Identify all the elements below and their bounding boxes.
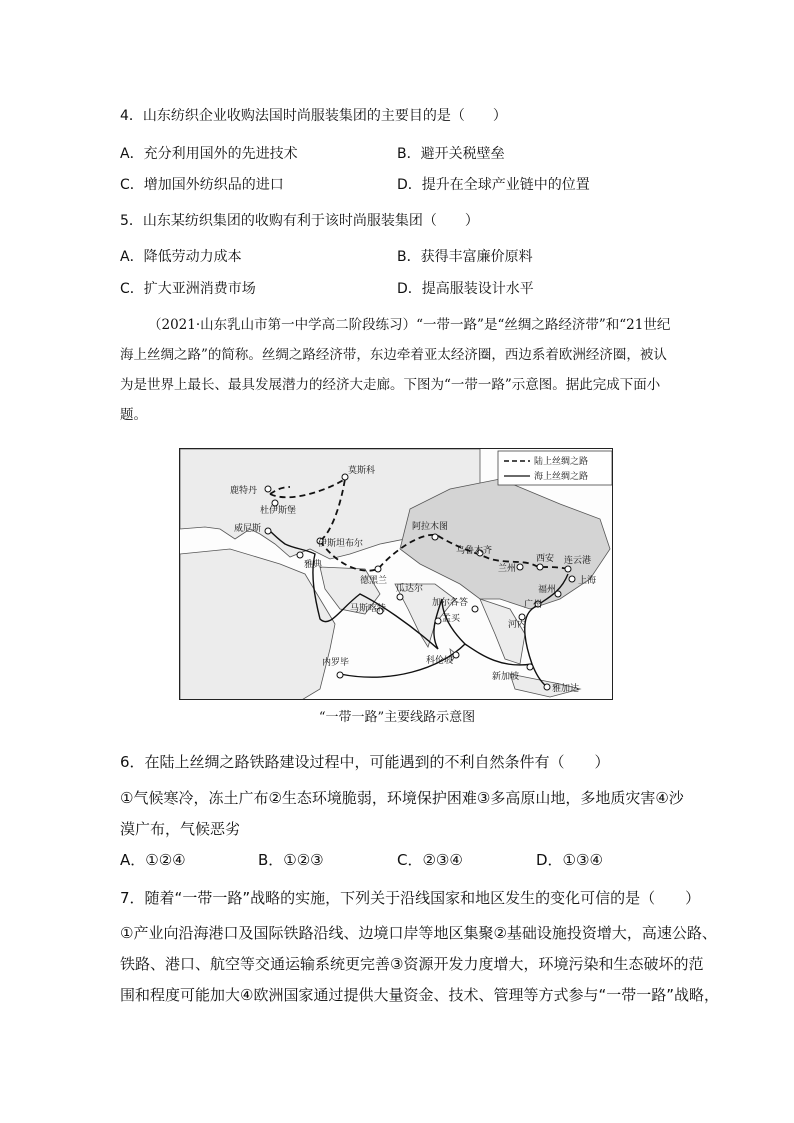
dot-shanghai: [569, 576, 575, 582]
label-muscat: 马斯喀特: [350, 604, 387, 614]
se-asia-land: [480, 599, 525, 664]
q7-body-line2: 铁路、港口、航空等交通运输系统更完善③资源开发力度增大，环境污染和生态破坏的范: [120, 955, 704, 973]
dot-singapore: [527, 664, 533, 670]
label-xian: 西安: [536, 554, 555, 564]
map-svg: [180, 449, 613, 700]
label-gwadar: 瓜达尔: [396, 584, 424, 594]
dot-xian: [537, 564, 543, 570]
dot-gwadar: [397, 594, 403, 600]
legend-land-text: 陆上丝绸之路: [534, 457, 589, 467]
label-jakarta: 雅加达: [552, 684, 580, 694]
dot-almaty: [432, 534, 438, 540]
label-mumbai: 孟买: [442, 614, 461, 624]
label-guangzhou: 广州: [524, 600, 543, 610]
dot-colombo: [453, 652, 459, 658]
q7-stem: 7．随着“一带一路”战略的实施，下列关于沿线国家和地区发生的变化可信的是（ ）: [120, 889, 701, 907]
q6-option-d: D．①③④: [536, 851, 603, 869]
label-lanzhou: 兰州: [498, 564, 517, 574]
dot-mumbai: [435, 618, 441, 624]
dot-lianyungang: [565, 566, 571, 572]
dot-lanzhou: [517, 564, 523, 570]
label-duisburg: 杜伊斯堡: [260, 506, 297, 516]
q4-option-c: C．增加国外纺织品的进口: [120, 177, 284, 193]
q5-option-a: A．降低劳动力成本: [120, 249, 242, 265]
q5-stem: 5．山东某纺织集团的收购有利于该时尚服装集团（ ）: [120, 213, 479, 229]
q5-option-d: D．提高服装设计水平: [397, 281, 534, 297]
label-venice: 威尼斯: [234, 524, 262, 534]
q5-option-b: B．获得丰富廉价原料: [397, 249, 533, 265]
label-nairobi: 内罗毕: [322, 658, 350, 668]
label-athens: 雅典: [304, 560, 323, 570]
q6-option-a: A．①②④: [120, 851, 186, 869]
legend-sea-text: 海上丝绸之路: [534, 472, 589, 482]
label-shanghai: 上海: [578, 576, 597, 586]
dot-nairobi: [337, 672, 343, 678]
label-singapore: 新加坡: [492, 672, 520, 682]
dot-jakarta: [544, 684, 550, 690]
dot-rotterdam: [265, 486, 271, 492]
africa-land: [180, 549, 335, 700]
dot-tehran: [375, 566, 381, 572]
q4-option-d: D．提升在全球产业链中的位置: [397, 177, 590, 193]
q4-option-a: A．充分利用国外的先进技术: [120, 146, 298, 162]
q7-body-line3: 围和程度可能加大④欧洲国家通过提供大量资金、技术、管理等方式参与“一带一路”战略，: [120, 986, 719, 1004]
map-caption: “一带一路”主要线路示意图: [318, 710, 476, 725]
q4-stem: 4．山东纺织企业收购法国时尚服装集团的主要目的是（ ）: [120, 108, 507, 124]
belt-road-map: [179, 448, 613, 700]
map-legend: [498, 451, 612, 485]
label-hanoi: 河内: [508, 620, 527, 630]
q4-option-b: B．避开关税壁垒: [397, 146, 505, 162]
label-almaty: 阿拉木图: [412, 522, 449, 532]
q7-body-line1: ①产业向沿海港口及国际铁路沿线、边境口岸等地区集聚②基础设施投资增大，高速公路、: [120, 924, 717, 942]
dot-athens: [297, 552, 303, 558]
label-colombo: 科伦坡: [426, 656, 454, 666]
q6-body-line2: 漠广布，气候恶劣: [120, 820, 241, 838]
q6-option-c: C．②③④: [397, 851, 463, 869]
label-lianyungang: 连云港: [564, 556, 592, 566]
label-moscow: 莫斯科: [348, 466, 376, 476]
q5-option-c: C．扩大亚洲消费市场: [120, 281, 256, 297]
label-urumqi: 乌鲁木齐: [456, 546, 493, 556]
q6-stem: 6．在陆上丝绸之路铁路建设过程中，可能遇到的不利自然条件有（ ）: [120, 753, 610, 771]
q6-body-line1: ①气候寒冷，冻土广布②生态环境脆弱，环境保护困难③多高原山地，多地质灾害④沙: [120, 789, 684, 807]
dot-venice: [265, 528, 271, 534]
label-istanbul: 伊斯坦布尔: [318, 539, 364, 549]
passage: （2021·山东乳山市第一中学高二阶段练习）“一带一路”是“丝绸之路经济带”和“21世纪海上丝绸之路”的简称。丝绸之路经济带，东边牵着亚太经济圈，西边系着欧洲经济圈，被认为是世界上最长、最具发展潜力的经济大走廊。下图为“一带一路”示意图。据此完成下面小题。: [120, 317, 671, 423]
label-tehran: 德黑兰: [360, 576, 388, 586]
label-fuzhou: 福州: [538, 585, 557, 595]
label-rotterdam: 鹿特丹: [230, 486, 258, 496]
dot-kolkata: [472, 606, 478, 612]
q6-option-b: B．①②③: [258, 851, 324, 869]
label-kolkata: 加尔各答: [432, 598, 469, 608]
